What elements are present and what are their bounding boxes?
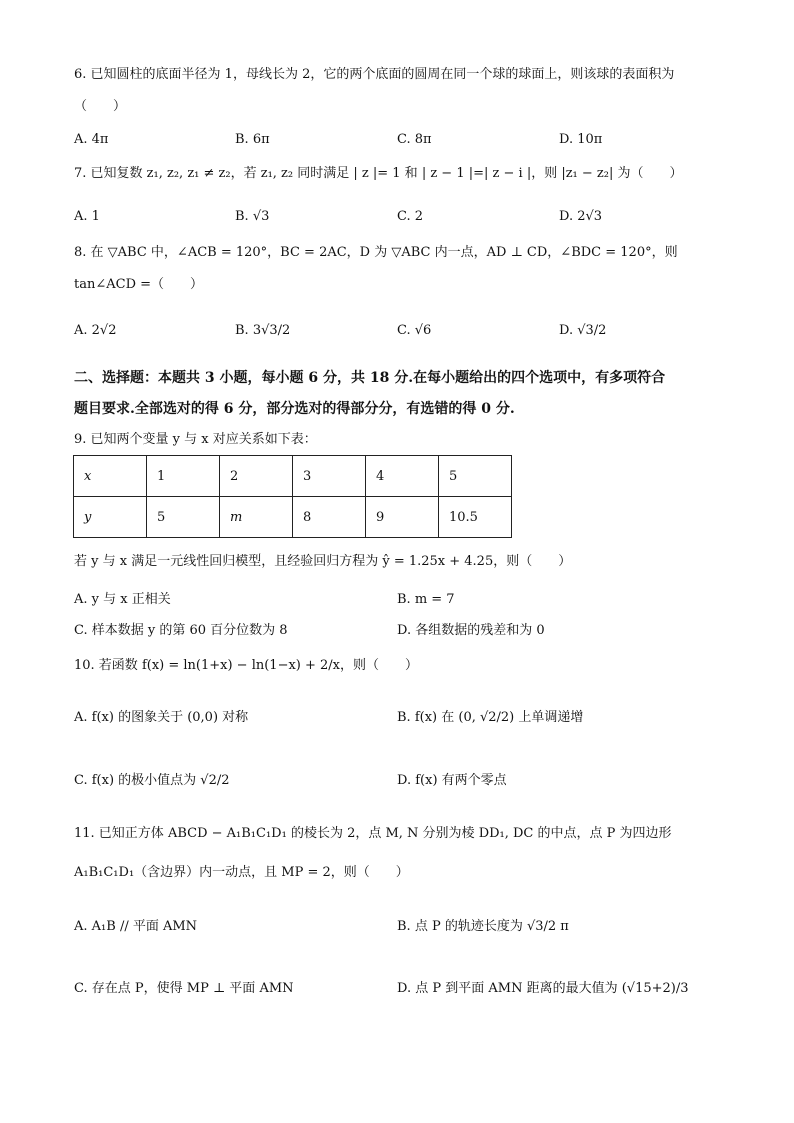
q7-stem-line1: 7. 已知复数 z₁, z₂, z₁ ≠ z₂，若 z₁, z₂ 同时满足 | z |= 1 和 | z − 1 |=| z − i |，则 |z₁ − z₂| 为（ ）	[74, 166, 683, 181]
q11-option-a: A. A₁B // 平面 AMN	[74, 919, 198, 934]
q10-option-c: C. f(x) 的极小值点为 √2/2	[74, 773, 230, 788]
q11-stem-line1: 11. 已知正方体 ABCD − A₁B₁C₁D₁ 的棱长为 2，点 M, N 分别为棱 DD₁, DC 的中点，点 P 为四边形	[74, 826, 672, 841]
table-cell: 3	[293, 456, 366, 497]
q9-option-c: C. 样本数据 y 的第 60 百分位数为 8	[74, 623, 288, 638]
q9-option-b: B. m = 7	[397, 592, 455, 607]
q10-option-b: B. f(x) 在 (0, √2/2) 上单调递增	[397, 710, 584, 725]
q11-option-c: C. 存在点 P，使得 MP ⊥ 平面 AMN	[74, 981, 294, 996]
q6-stem-line1: 6. 已知圆柱的底面半径为 1，母线长为 2，它的两个底面的圆周在同一个球的球面上，则该球的表面积为	[74, 67, 675, 82]
q6-option-c: C. 8π	[397, 132, 432, 147]
q11-stem-line2: A₁B₁C₁D₁（含边界）内一动点，且 MP = 2，则（ ）	[74, 865, 409, 880]
q10-option-a: A. f(x) 的图象关于 (0,0) 对称	[74, 710, 249, 725]
q6-option-b: B. 6π	[235, 132, 270, 147]
q8-option-c: C. √6	[397, 323, 432, 338]
q9-option-a: A. y 与 x 正相关	[74, 592, 171, 607]
q8-option-d: D. √3/2	[559, 323, 607, 338]
q6-option-a: A. 4π	[74, 132, 109, 147]
table-cell: 9	[366, 497, 439, 538]
q7-option-a: A. 1	[74, 209, 100, 224]
q9-data-table	[73, 455, 512, 538]
table-cell: 10.5	[439, 497, 512, 538]
q11-option-d: D. 点 P 到平面 AMN 距离的最大值为 (√15+2)/3	[397, 981, 689, 996]
table-cell: x	[74, 456, 147, 497]
table-cell: 2	[220, 456, 293, 497]
q10-option-d: D. f(x) 有两个零点	[397, 773, 507, 788]
table-cell: m	[220, 497, 293, 538]
table-cell: 4	[366, 456, 439, 497]
q7-option-d: D. 2√3	[559, 209, 603, 224]
section2-heading-line2: 题目要求.全部选对的得 6 分，部分选对的得部分分，有选错的得 0 分.	[74, 401, 515, 417]
table-cell: 5	[147, 497, 220, 538]
q9-option-d: D. 各组数据的残差和为 0	[397, 623, 545, 638]
q7-option-c: C. 2	[397, 209, 424, 224]
q9-stem-line2: 若 y 与 x 满足一元线性回归模型，且经验回归方程为 ŷ = 1.25x + 4.25，则（ ）	[74, 554, 572, 569]
q11-option-b: B. 点 P 的轨迹长度为 √3/2 π	[397, 919, 569, 934]
q7-option-b: B. √3	[235, 209, 270, 224]
table-cell: 1	[147, 456, 220, 497]
q8-stem-line2: tan∠ACD =（ ）	[74, 277, 204, 292]
q8-stem-line1: 8. 在 ▽ABC 中，∠ACB = 120°，BC = 2AC，D 为 ▽ABC 内一点，AD ⊥ CD，∠BDC = 120°，则	[74, 245, 678, 260]
q8-option-a: A. 2√2	[74, 323, 117, 338]
section2-heading-line1: 二、选择题：本题共 3 小题，每小题 6 分，共 18 分.在每小题给出的四个选项中，有多项符合	[74, 370, 666, 386]
q6-stem-line2: （ ）	[74, 99, 127, 114]
q8-option-b: B. 3√3/2	[235, 323, 291, 338]
table-cell: y	[74, 497, 147, 538]
q10-stem: 10. 若函数 f(x) = ln(1+x) − ln(1−x) + 2/x，则（ ）	[74, 658, 419, 673]
table-cell: 5	[439, 456, 512, 497]
table-row	[74, 497, 512, 538]
q9-stem-line1: 9. 已知两个变量 y 与 x 对应关系如下表：	[74, 432, 317, 447]
table-row	[74, 456, 512, 497]
table-cell: 8	[293, 497, 366, 538]
q6-option-d: D. 10π	[559, 132, 603, 147]
